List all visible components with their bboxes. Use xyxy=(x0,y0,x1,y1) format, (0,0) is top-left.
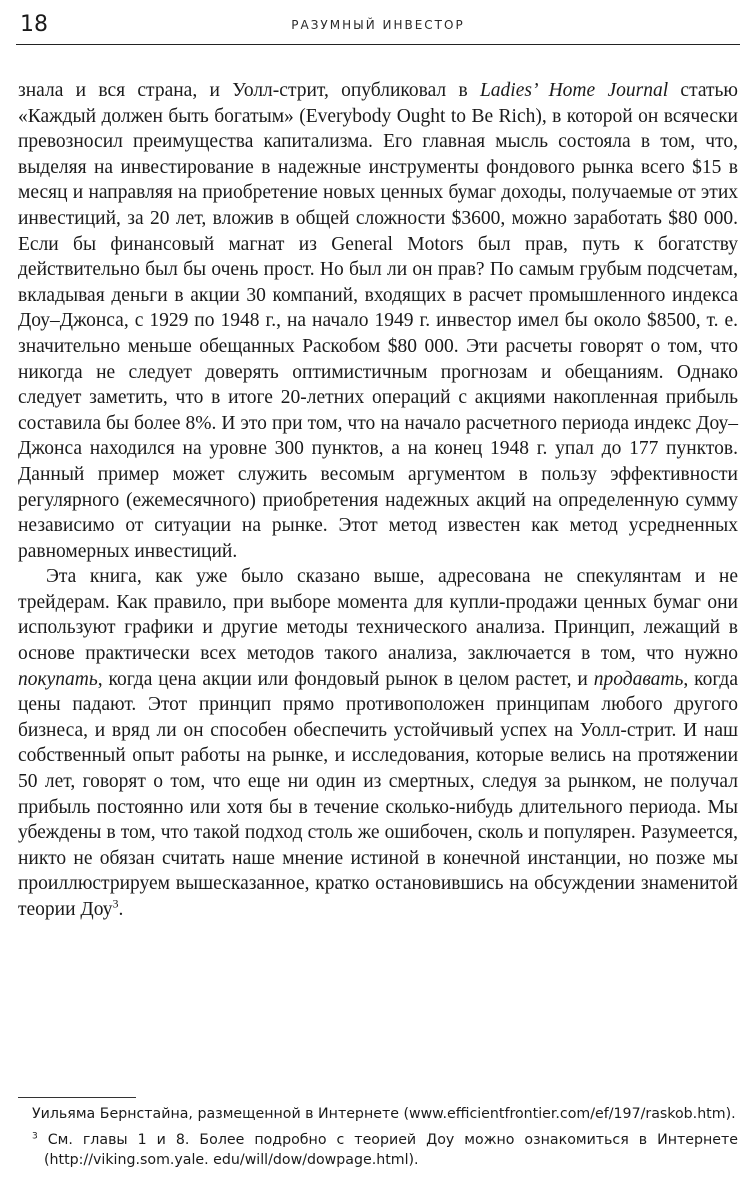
paragraph-2-text-c: , когда цены падают. Этот принцип прямо противоположен принципам любого другого бизнеса, и вряд ли он способен обеспечить устойчивый успех на Уолл-стрит. И наш собственный опыт работы на рынке, и исследования, которые велись на протяжении 50 лет, говорят о том, что еще ни один из смертных, следуя за рынком, не получал прибыль постоянно или хотя бы в течение сколько-нибудь длительного периода. Мы убеждены в том, что такой подход столь же ошибочен, сколь и популярен. Разумеется, никто не обязан считать наше мнение истиной в конечной инстанции, но позже мы проиллюстрируем вышесказанное, кратко остановившись на обсуждении знаменитой теории Доу xyxy=(18,668,738,920)
footnote-3-text: См. главы 1 и 8. Более подробно с теорией Доу можно ознакомиться в Интернете (http://viking.som.yale. edu/will/dow/dowpage.html). xyxy=(37,1132,738,1168)
page-number: 18 xyxy=(20,12,48,37)
paragraph-2-text-b: , когда цена акции или фондовый рынок в целом растет, и xyxy=(97,668,594,690)
footnote-ref-3[interactable]: 3 xyxy=(112,896,119,911)
footnote-continuation: Уильяма Бернстайна, размещенной в Интернете (www.efficientfrontier.com/ef/197/raskob.htm). xyxy=(32,1106,736,1122)
paragraph-2 xyxy=(18,564,738,922)
header-rule xyxy=(16,44,740,45)
body-text xyxy=(18,78,738,923)
journal-title: Ladies’ Home Journal xyxy=(479,80,669,101)
footnote-3-mark: 3 xyxy=(32,1131,38,1142)
paragraph-2-text-a: Эта книга, как уже было сказано выше, адресована не спекулянтам и не трейдерам. Как правило, при выборе момента для купли-продажи ценных бумаг они используют графики и другие методы технического анализа. Принцип, лежащий в основе практически всех методов такого анализа, заключается в том, что нужно xyxy=(18,566,738,665)
footnote-rule xyxy=(18,1097,136,1098)
emphasis-buy: покупать xyxy=(18,668,98,690)
footnotes xyxy=(32,1104,738,1170)
emphasis-sell: продавать xyxy=(593,668,684,690)
page-header xyxy=(16,10,740,44)
footnote-3 xyxy=(32,1130,738,1170)
paragraph-1-text-b: статью «Каждый должен быть богатым» (Everybody Ought to Be Rich), в которой он всячески превозносил преимущества капитализма. Его главная мысль состояла в том, что, выделяя на инвестирование в надежные инструменты фондового рынка всего $15 в месяц и направляя на приобретение новых ценных бумаг доходы, получаемые от этих инвестиций, за 20 лет, вложив в общей сложности $3600, можно заработать $80 000. Если бы финансовый магнат из General Motors был прав, путь к богатству действительно был бы очень прост. Но был ли он прав? По самым грубым подсчетам, вкладывая деньги в акции 30 компаний, входящих в расчет промышленного индекса Доу–Джонса, с 1929 по 1948 г., на начало 1949 г. инвестор имел бы около $8500, т. е. значительно меньше обещанных Раскобом $80 000. Эти расчеты говорят о том, что никогда не следует доверять оптимистичным прогнозам и обещаниям. Однако следует заметить, что в итоге 20-летних операций с акциями накопленная прибыль составила бы более 8%. И это при том, что на начало расчетного периода индекс Доу–Джонса находился на уровне 300 пунктов, а на конец 1948 г. упал до 177 пунктов. Данный пример может служить весомым аргументом в пользу эффективности регулярного (ежемесячного) приобретения надежных акций на определенную сумму независимо от ситуации на рынке. Этот метод известен как метод усредненных равномерных инвестиций. xyxy=(18,80,738,562)
paragraph-1 xyxy=(18,78,738,564)
paragraph-1-text-a: знала и вся страна, и Уолл-стрит, опубликовал в xyxy=(18,80,480,101)
paragraph-2-text-d: . xyxy=(118,899,124,920)
running-title: РАЗУМНЫЙ ИНВЕСТОР xyxy=(291,18,465,32)
